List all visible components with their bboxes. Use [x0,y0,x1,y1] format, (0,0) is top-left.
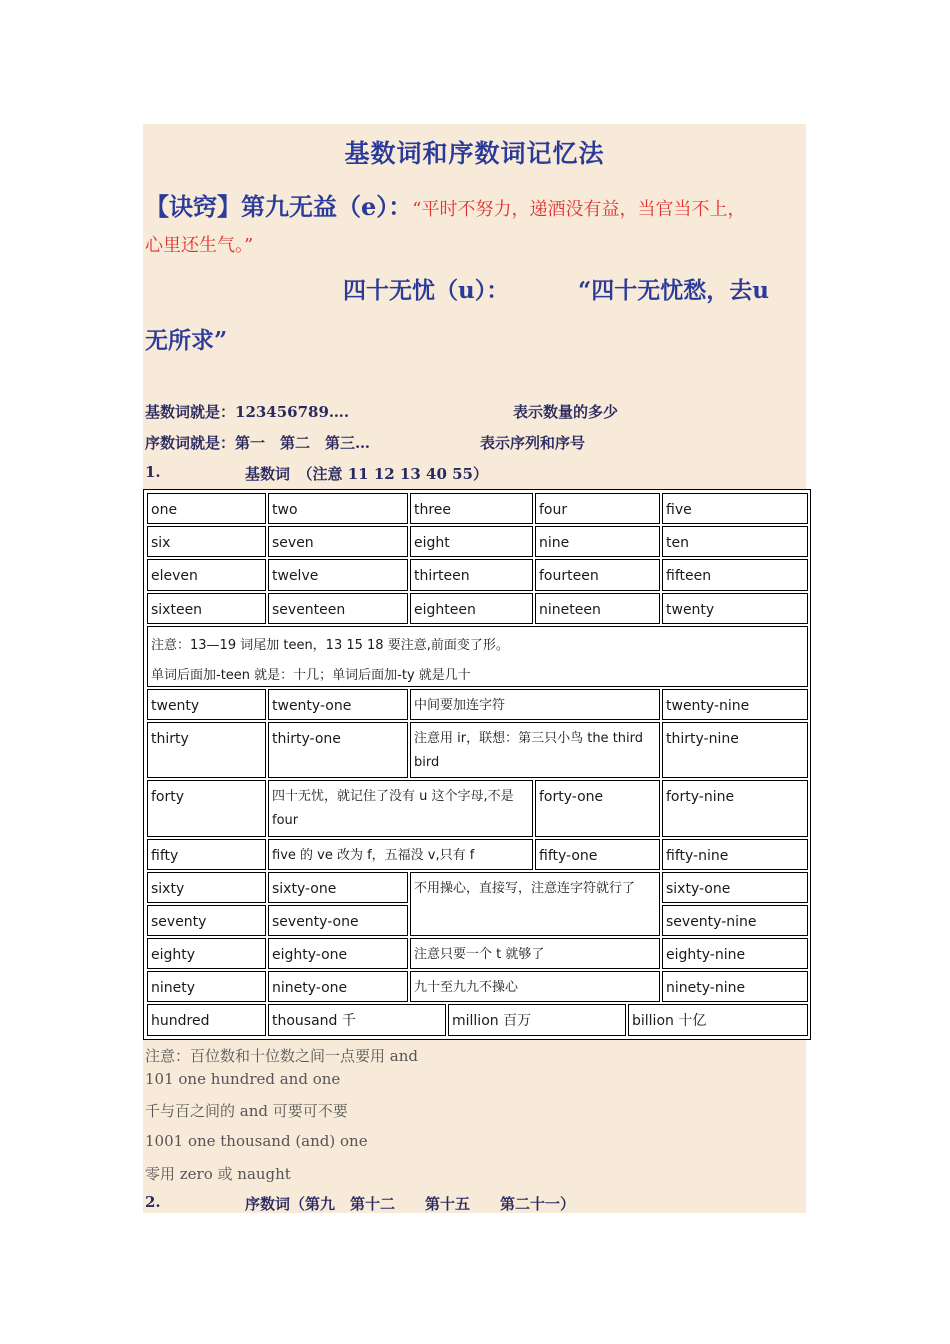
table-cell: one [147,493,266,524]
table-cell: twenty [662,593,808,624]
table-cell: fourteen [535,559,660,591]
table-cell: thirteen [410,559,533,591]
table-cell: million 百万 [448,1004,626,1036]
table-cell: twenty-one [268,689,408,720]
table-cell: hundred [147,1004,266,1036]
table-cell: six [147,526,266,557]
table-cell: 不用操心，直接写，注意连字符就行了 [410,872,660,936]
table-cell: sixteen [147,593,266,624]
table-cell: seventy-nine [662,905,808,936]
and-rule-note: 注意：百位数和十位数之间一点要用 and [145,1047,418,1065]
table-cell: fifty [147,839,266,870]
cardinal-numbers-table [143,489,811,1040]
table-cell: two [268,493,408,524]
trick-quote-continued: 心里还生气。” [145,235,254,256]
table-cell: eleven [147,559,266,591]
table-cell: eighty-nine [662,938,808,969]
table-cell: billion 十亿 [628,1004,808,1036]
table-cell: forty-nine [662,780,808,837]
table-cell: five [662,493,808,524]
table-cell: twenty-nine [662,689,808,720]
table-cell: three [410,493,533,524]
table-cell: eighty [147,938,266,969]
trick-line-2-quote: “四十无忧愁，去u [578,277,769,304]
table-cell: seventeen [268,593,408,624]
table-cell: 注意用 ir，联想：第三只小鸟 the third bird [410,722,660,778]
trick-line-2-quote-continued: 无所求” [145,327,228,354]
table-cell: forty-one [535,780,660,837]
ordinal-meaning: 表示序列和序号 [480,434,586,452]
section-2-number: 2. [145,1193,161,1211]
table-cell: seventy-one [268,905,408,936]
section-1-number: 1. [145,463,161,481]
table-cell: fifty-one [535,839,660,870]
table-cell: seven [268,526,408,557]
table-cell: ten [662,526,808,557]
table-cell: thirty-nine [662,722,808,778]
table-cell: sixty-one [662,872,808,903]
zero-note: 零用 zero 或 naught [145,1165,291,1183]
section-2-heading: 序数词（第九 第十二 第十五 第二十一） [245,1195,576,1213]
example-1001: 1001 one thousand (and) one [145,1132,368,1150]
table-cell: twelve [268,559,408,591]
table-cell: thousand 千 [268,1004,446,1036]
trick-line-2-label: 四十无忧（u）： [343,277,510,304]
table-cell: ninety [147,971,266,1002]
table-cell: eighty-one [268,938,408,969]
table-cell: seventy [147,905,266,936]
trick-quote: “平时不努力，递酒没有益，当官当不上， [412,199,746,220]
table-cell: forty [147,780,266,837]
thousand-rule-note: 千与百之间的 and 可要可不要 [145,1102,348,1120]
table-cell: eighteen [410,593,533,624]
table-cell: thirty [147,722,266,778]
table-cell: sixty [147,872,266,903]
teen-rule-note: 注意：13—19 词尾加 teen，13 15 18 要注意,前面变了形。 [151,638,509,653]
table-cell: fifteen [662,559,808,591]
suffix-rule-note: 单词后面加-teen 就是：十几；单词后面加-ty 就是几十 [151,668,471,683]
table-cell: nine [535,526,660,557]
table-cell: ninety-one [268,971,408,1002]
table-cell: thirty-one [268,722,408,778]
table-cell: ninety-nine [662,971,808,1002]
trick-line-1 [145,190,815,227]
page-title: 基数词和序数词记忆法 [344,139,605,168]
table-cell: four [535,493,660,524]
cardinal-meaning: 表示数量的多少 [513,403,619,421]
table-cell: five 的 ve 改为 f，五福没 v,只有 f [268,839,533,870]
cardinal-definition: 基数词就是：123456789…. [145,403,350,421]
table-cell: twenty [147,689,266,720]
table-cell: sixty-one [268,872,408,903]
ordinal-definition: 序数词就是：第一 第二 第三… [145,434,371,452]
example-101: 101 one hundred and one [145,1070,341,1088]
table-cell: 四十无忧，就记住了没有 u 这个字母,不是 four [268,780,533,837]
table-cell: 九十至九九不操心 [410,971,660,1002]
trick-label: 【诀窍】第九无益（e）： [145,192,413,221]
table-cell: 中间要加连字符 [410,689,660,720]
table-cell: nineteen [535,593,660,624]
table-cell: eight [410,526,533,557]
table-cell: 注意只要一个 t 就够了 [410,938,660,969]
section-1-heading: 基数词 （注意 11 12 13 40 55） [245,465,488,483]
table-note-cell [147,626,808,687]
table-cell: fifty-nine [662,839,808,870]
